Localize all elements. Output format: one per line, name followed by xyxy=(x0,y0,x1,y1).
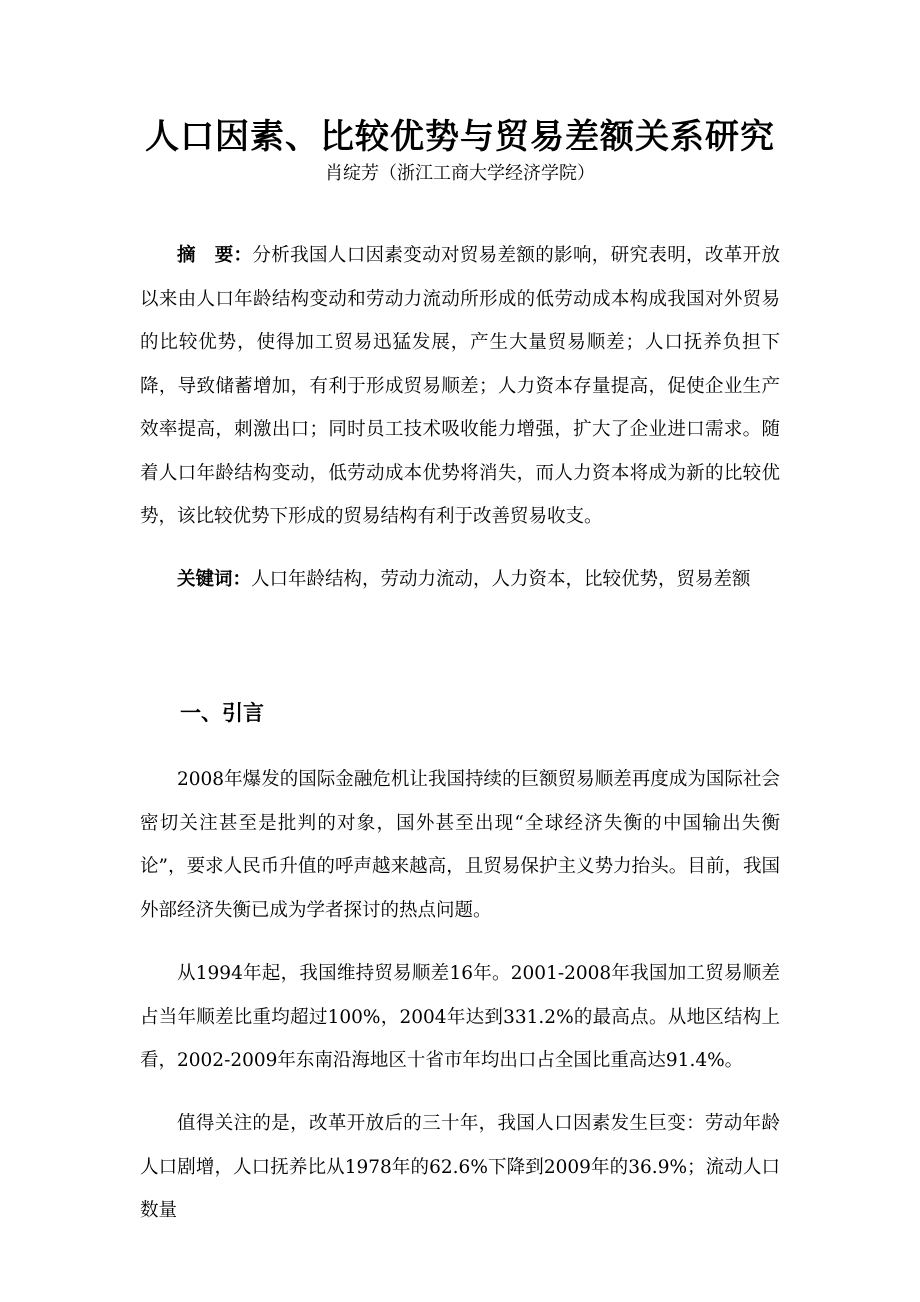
keywords-text: 人口年龄结构，劳动力流动，人力资本，比较优势，贸易差额 xyxy=(251,569,751,590)
document-title: 人口因素、比较优势与贸易差额关系研究 xyxy=(145,117,775,157)
section-heading: 一、引言 xyxy=(180,701,264,725)
abstract-paragraph xyxy=(140,234,780,539)
abstract-label: 摘 要： xyxy=(177,245,253,266)
body-paragraph: 值得关注的是，改革开放后的三十年，我国人口因素发生巨变：劳动年龄人口剧增，人口抚养比从1978年的62.6%下降到2009年的36.9%；流动人口数量 xyxy=(140,1113,780,1221)
abstract-text: 分析我国人口因素变动对贸易差额的影响，研究表明，改革开放以来由人口年龄结构变动和劳动力流动所形成的低劳动成本构成我国对外贸易的比较优势，使得加工贸易迅猛发展，产生大量贸易顺差；人口抚养负担下降，导致储蓄增加，有利于形成贸易顺差；人力资本存量提高，促使企业生产效率提高，刺激出口；同时员工技术吸收能力增强，扩大了企业进口需求。随着人口年龄结构变动，低劳动成本优势将消失，而人力资本将成为新的比较优势，该比较优势下形成的贸易结构有利于改善贸易收支。 xyxy=(140,245,780,527)
body-paragraph: 从1994年起，我国维持贸易顺差16年。2001-2008年我国加工贸易顺差占当年顺差比重均超过100%，2004年达到331.2%的最高点。从地区结构上看，2002-2009年东南沿海地区十省市年均出口占全国比重高达91.4%。 xyxy=(140,963,780,1071)
body-paragraph: 2008年爆发的国际金融危机让我国持续的巨额贸易顺差再度成为国际社会密切关注甚至是批判的对象，国外甚至出现“全球经济失衡的中国输出失衡论”，要求人民币升值的呼声越来越高，且贸易保护主义势力抬头。目前，我国外部经济失衡已成为学者探讨的热点问题。 xyxy=(140,769,780,921)
keywords-label: 关键词： xyxy=(177,569,252,590)
author-affiliation: 肖绽芳（浙江工商大学经济学院） xyxy=(325,163,595,184)
keywords-line xyxy=(177,558,797,602)
